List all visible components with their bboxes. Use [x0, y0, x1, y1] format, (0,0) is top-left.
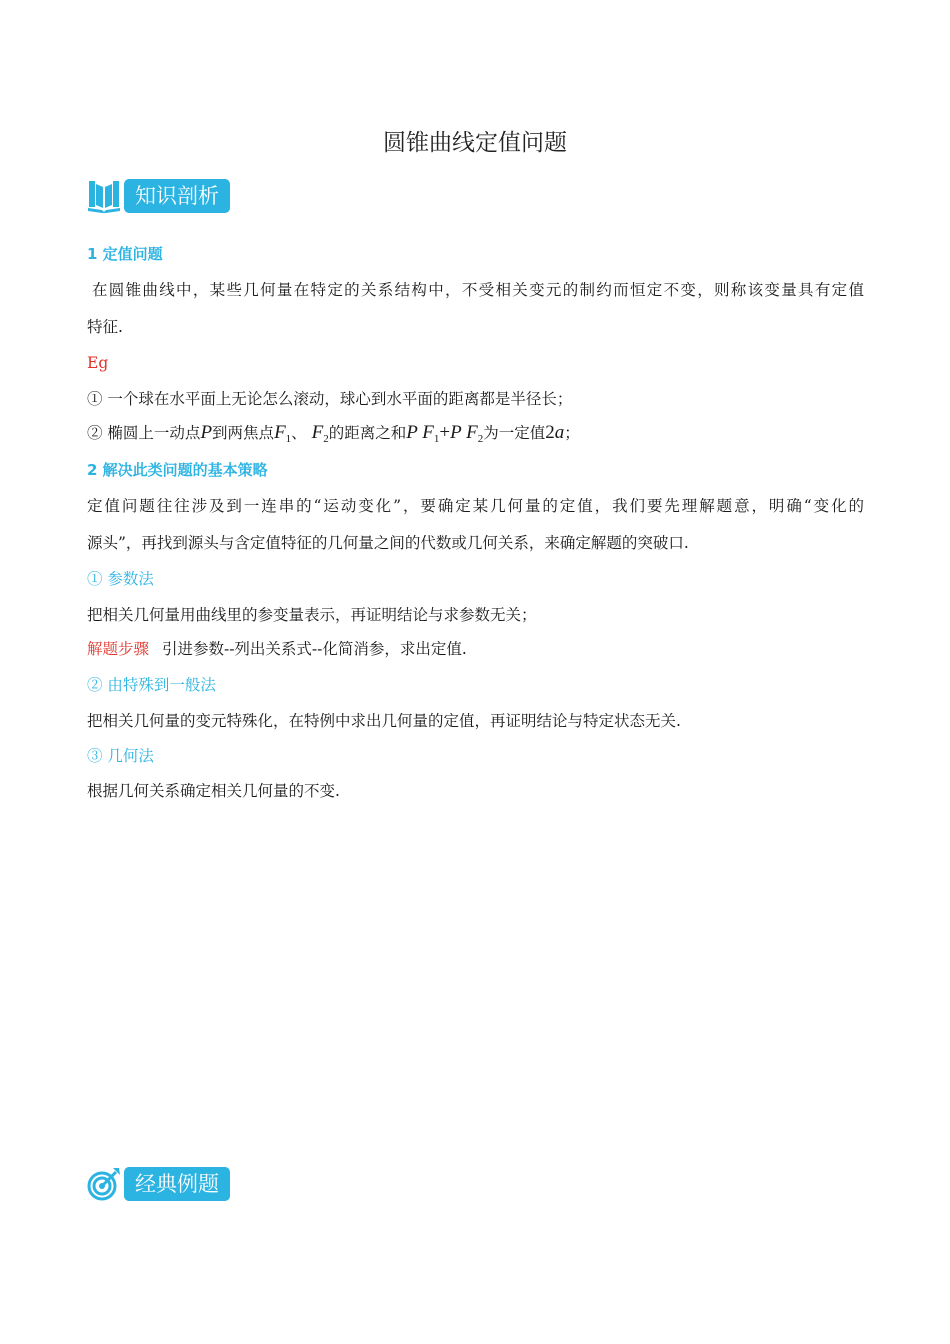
banner-label: 经典例题 — [124, 1167, 230, 1201]
math-pf2: P $F_2$ — [450, 422, 484, 445]
method-1-text: 把相关几何量用曲线里的参变量表示，再证明结论与求参数无关； — [87, 606, 537, 624]
section-banner-knowledge — [86, 177, 230, 215]
section-heading-1: 1 定值问题 — [87, 245, 163, 263]
banner-label: 知识剖析 — [124, 179, 230, 213]
example-text: ； — [564, 424, 580, 442]
example-1: ① 一个球在水平面上无论怎么滚动，球心到水平面的距离都是半径长； — [87, 390, 573, 408]
example-text: 为一定值 — [483, 424, 546, 442]
example-text: 的距离之和 — [328, 424, 407, 442]
section-heading-2: 2 解决此类问题的基本策略 — [87, 461, 268, 479]
math-pf1: P $F_1$ — [406, 422, 440, 445]
example-text: 到两焦点 — [212, 424, 275, 442]
paragraph-line: 特征. — [87, 318, 123, 336]
math-var-p: P — [200, 422, 213, 443]
section-banner-examples — [86, 1165, 230, 1203]
steps-text: 引进参数--列出关系式--化简消参，求出定值. — [161, 640, 467, 658]
method-1-title: ① 参数法 — [87, 570, 154, 588]
example-2 — [87, 423, 864, 449]
method-2-title: ② 由特殊到一般法 — [87, 676, 216, 694]
steps-label: 解题步骤 — [87, 640, 150, 658]
method-2-text: 把相关几何量的变元特殊化，在特例中求出几何量的定值，再证明结论与特定状态无关. — [87, 712, 681, 730]
target-arrow-icon — [86, 1166, 122, 1202]
math-plus: + — [439, 422, 451, 443]
math-f2: $F_2$ — [311, 422, 329, 445]
open-book-icon — [86, 178, 122, 214]
math-var-a: a — [554, 422, 565, 443]
example-text: 、 — [291, 424, 307, 442]
math-f1: $F_1$ — [274, 422, 292, 445]
method-3-title: ③ 几何法 — [87, 747, 154, 765]
paragraph-line: 源头”，再找到源头与含定值特征的几何量之间的代数或几何关系，来确定解题的突破口. — [87, 534, 689, 552]
math-two: 2 — [545, 422, 555, 443]
page-title: 圆锥曲线定值问题 — [383, 130, 567, 156]
eg-label: Eg — [87, 354, 109, 372]
method-3-text: 根据几何关系确定相关几何量的不变. — [87, 782, 340, 800]
example-text: ② 椭圆上一动点 — [87, 424, 201, 442]
method-1-steps — [87, 639, 864, 659]
paragraph-line: 在圆锥曲线中，某些几何量在特定的关系结构中，不受相关变元的制约而恒定不变，则称该变量具有定值 — [92, 281, 864, 299]
paragraph-line: 定值问题往往涉及到一连串的“运动变化”，要确定某几何量的定值，我们要先理解题意，明确“变化的 — [87, 497, 864, 515]
